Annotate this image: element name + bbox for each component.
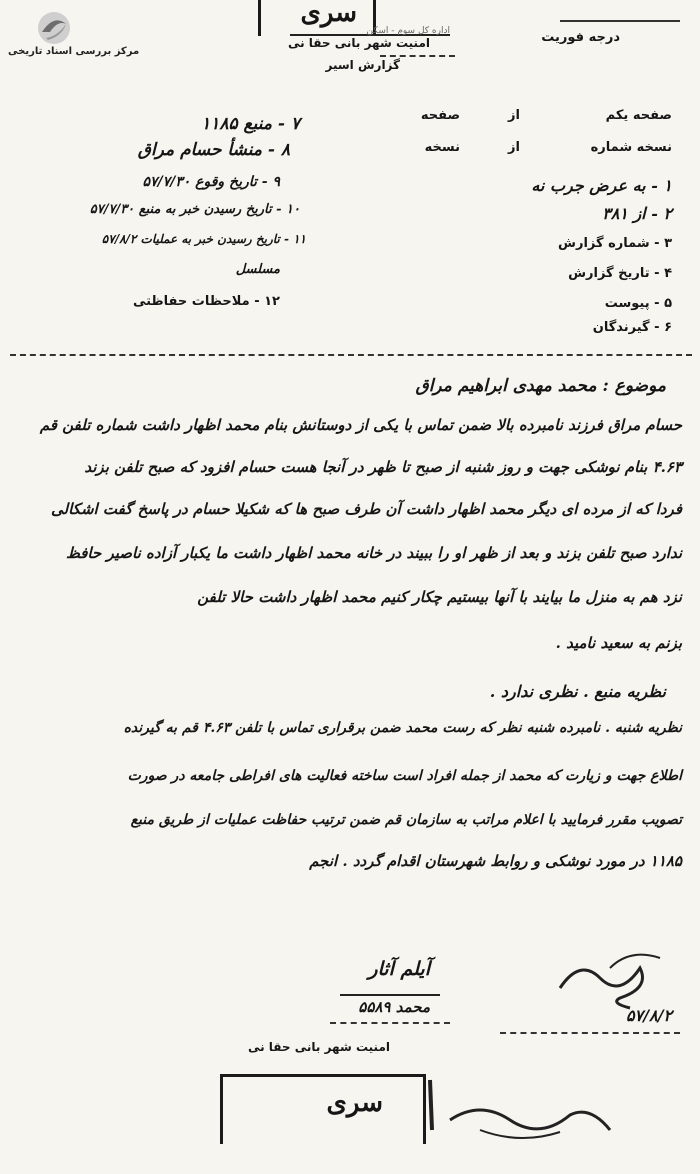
meta-item-5: ۵ - پیوست: [604, 296, 672, 311]
body-line-2: ۴.۶۳ بنام نوشکی جهت و روز شنبه از صبح تا ظهر در آنجا هست حسام افزود که صبح تلفن بزند: [84, 458, 682, 476]
body-line-5: نزد هم به منزل ما بیایند با آنها بیستیم چکار کنیم محمد اظهار داشت حالا تلفن: [197, 588, 682, 606]
archive-logo-icon: [36, 10, 72, 46]
meta-security-notes: ۱۲ - ملاحظات حفاظتی: [132, 294, 280, 309]
body-line-1: حسام مراق فرزند نامبرده بالا ضمن تماس با یکی از دوستانش بنام محمد اظهار داشت شماره تلفن قم: [39, 416, 682, 434]
body-line-6: بزنم به سعید نامید .: [555, 634, 682, 652]
section-divider: [10, 354, 692, 356]
agency-line: اداره کل سوم - اسکن: [366, 26, 450, 36]
department-line: امنیت شهر بانی حقا نی: [287, 36, 430, 50]
classification-stamp-text: سری: [300, 0, 357, 28]
signer-rule: [330, 1022, 450, 1024]
body-line-3: فردا که از مرده ای دیگر محمد اظهار داشت آن طرف صبح ها که شکیلا حسام در پاسخ گفت اشکالی: [51, 500, 682, 518]
meta-ops-received: ۱۱ - تاریخ رسیدن خبر به عملیات ۵۷/۸/۲: [101, 232, 306, 246]
date-rule: [500, 1032, 680, 1034]
meta-page-value: صفحه: [420, 108, 460, 123]
meta-source-received: ۱۰ - تاریخ رسیدن خبر به منبع ۵۷/۷/۳۰: [89, 202, 300, 217]
header-rule: [380, 55, 455, 57]
body-line-4: ندارد صبح تلفن بزند و بعد از ظهر او را ببیند در خانه محمد اظهار داشت ما یکبار آزاده ناصیر حافظ: [66, 544, 682, 562]
meta-item-3: ۳ - شماره گزارش: [558, 236, 672, 251]
meta-origin: ۸ - منشأ حسام مراق: [137, 140, 290, 160]
report-type: گزارش اسیر: [325, 58, 400, 72]
meta-copy-mid: از: [508, 140, 520, 155]
meta-copy-label: نسخه شماره: [590, 140, 672, 155]
opinion-line-2: اطلاع جهت و زیارت که محمد از جمله افراد است ساخته فعالیت های افراطی جامعه در صورت: [127, 768, 682, 784]
signer-name: آیلم آثار: [368, 958, 430, 980]
signature-date: ۵۷/۸/۲: [625, 1006, 672, 1025]
urgency-rule: [560, 20, 680, 22]
signature-bottom-icon: [420, 1060, 620, 1150]
meta-item-2: ۲ - از ۳۸۱: [602, 204, 672, 223]
bottom-stamp-text: سری: [326, 1088, 383, 1118]
meta-source: ۷ - منبع ۱۱۸۵: [201, 114, 300, 134]
meta-item-4: ۴ - تاریخ گزارش: [568, 266, 672, 281]
archive-logo-text: مرکز بررسی اسناد تاریخی: [8, 46, 140, 57]
urgency-label: درجه فوریت: [541, 30, 620, 45]
bottom-department: امنیت شهر بانی حقا نی: [247, 1040, 390, 1054]
opinion-line-4: ۱۱۸۵ در مورد نوشکی و روابط شهرستان اقدام گردد . انجم: [309, 852, 682, 870]
meta-page-mid: از: [508, 108, 520, 123]
meta-serial: مسلسل: [235, 262, 280, 277]
subject-line: موضوع : محمد مهدی ابراهیم مراق: [415, 376, 666, 396]
signer-underline: [340, 994, 440, 996]
meta-occurrence-date: ۹ - تاریخ وقوع ۵۷/۷/۳۰: [142, 174, 280, 190]
signer-code: محمد ۵۵۸۹: [358, 998, 430, 1016]
meta-item-6: ۶ - گیرندگان: [592, 320, 672, 335]
meta-item-1: ۱ - به عرض جرب نه: [531, 176, 672, 195]
opinion-line-1: نظریه شنبه . نامبرده شنبه نظر که رست محمد ضمن برقراری تماس با تلفن ۴.۶۳ قم به گیرنده: [123, 720, 682, 736]
classification-stamp: [258, 0, 376, 36]
opinion-source: نظریه منبع . نظری ندارد .: [489, 682, 666, 701]
stamp-top-rule: [223, 1074, 423, 1077]
bottom-classification-stamp: [220, 1074, 426, 1144]
meta-copy-value: نسخه: [424, 140, 460, 155]
opinion-line-3: تصویب مقرر فرمایید با اعلام مراتب به سازمان قم ضمن ترتیب حفاظت عملیات از طریق منبع: [130, 812, 682, 828]
meta-page-label: صفحه یکم: [605, 108, 672, 123]
